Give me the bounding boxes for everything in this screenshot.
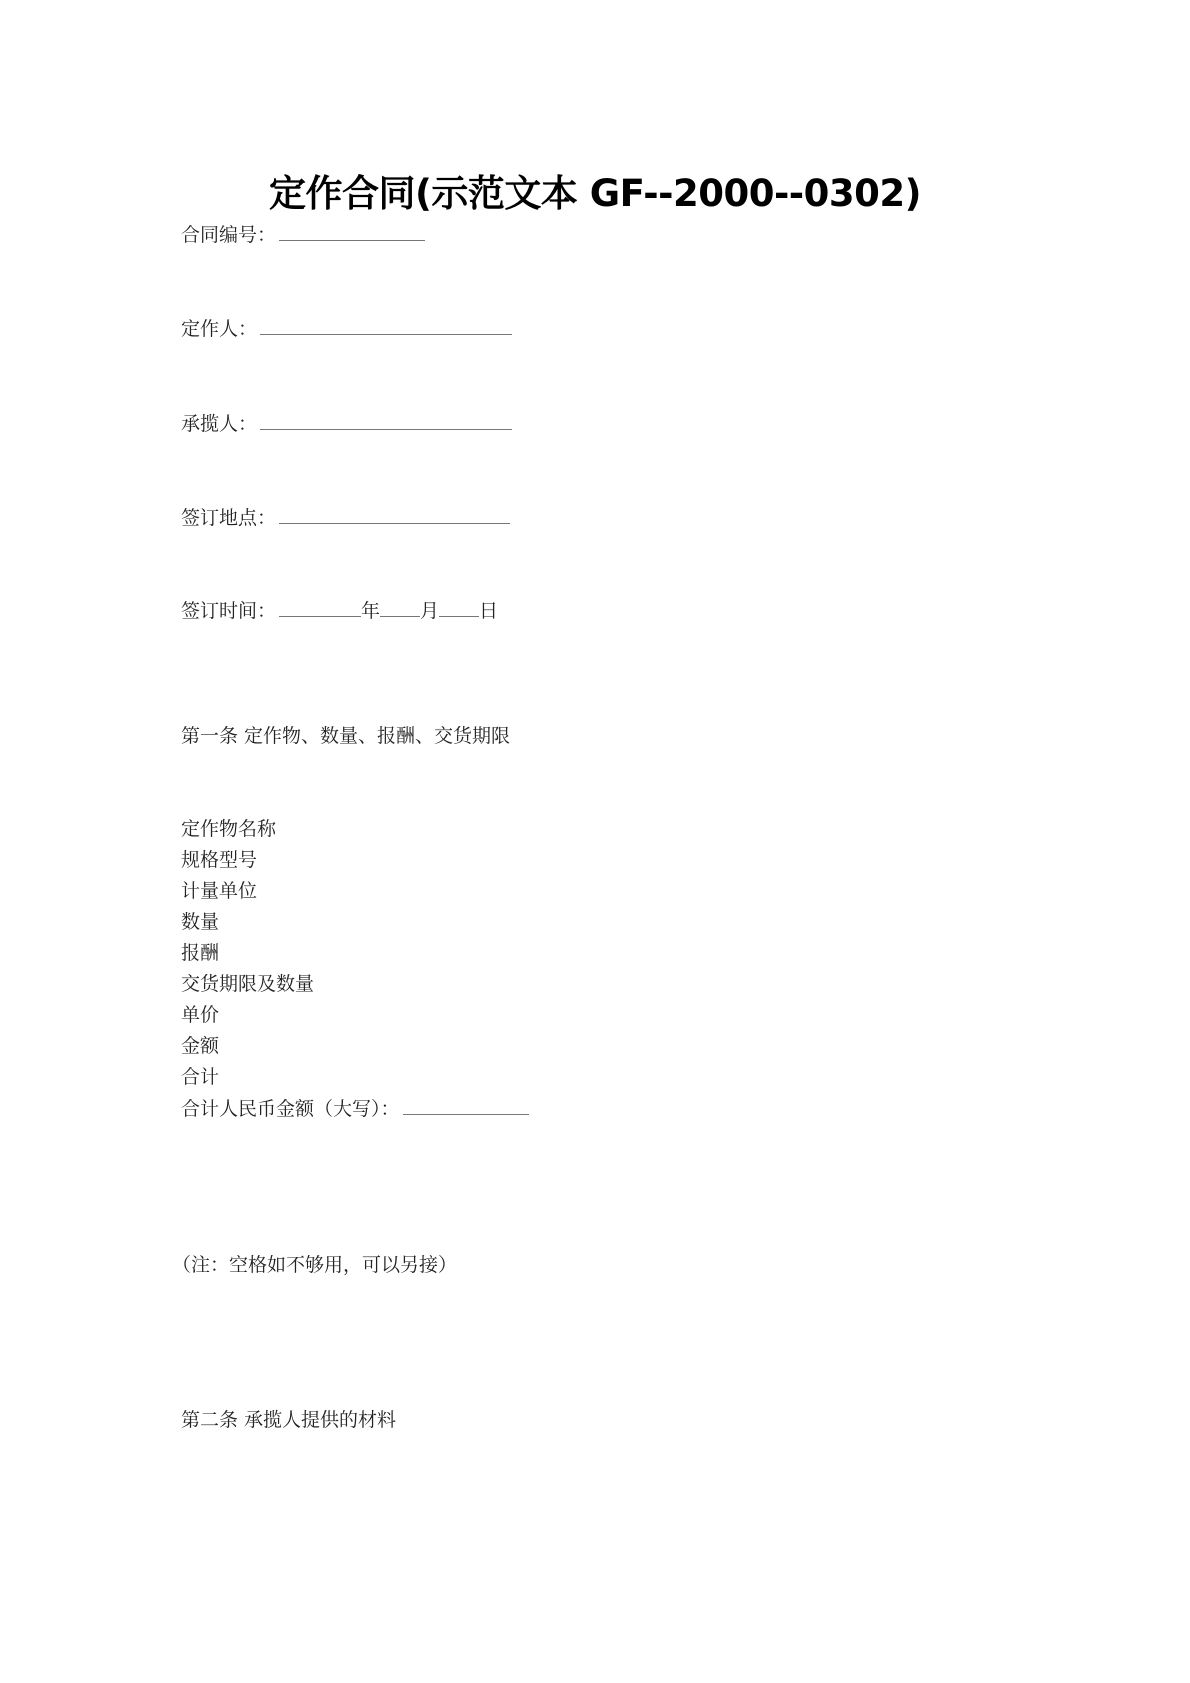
orderer-line xyxy=(181,316,512,341)
item-amount: 金额 xyxy=(181,1035,220,1057)
note-text: （注：空格如不够用，可以另接） xyxy=(172,1254,458,1276)
item-remuneration: 报酬 xyxy=(181,942,220,964)
contract-number-label: 合同编号： xyxy=(181,224,277,246)
item-quantity: 数量 xyxy=(181,911,220,933)
item-spec: 规格型号 xyxy=(181,849,258,871)
contract-number-line xyxy=(181,222,425,247)
orderer-blank[interactable] xyxy=(260,316,512,335)
year-label: 年 xyxy=(361,600,381,622)
day-label: 日 xyxy=(479,600,499,622)
total-rmb-blank[interactable] xyxy=(403,1096,529,1115)
item-unit-price: 单价 xyxy=(181,1004,220,1026)
contractor-label: 承揽人： xyxy=(181,413,258,435)
month-label: 月 xyxy=(420,600,440,622)
sign-time-line xyxy=(181,598,498,623)
document-title: 定作合同(示范文本 GF--2000--0302) xyxy=(268,172,922,215)
sign-day-blank[interactable] xyxy=(439,598,479,617)
item-name: 定作物名称 xyxy=(181,818,277,840)
item-unit: 计量单位 xyxy=(181,880,258,902)
sign-time-label: 签订时间： xyxy=(181,600,277,622)
total-rmb-line xyxy=(181,1096,529,1121)
contractor-blank[interactable] xyxy=(260,411,512,430)
sign-month-blank[interactable] xyxy=(380,598,420,617)
item-total: 合计 xyxy=(181,1066,220,1088)
sign-place-blank[interactable] xyxy=(279,505,510,524)
article-1-heading: 第一条 定作物、数量、报酬、交货期限 xyxy=(181,725,511,747)
article-2-heading: 第二条 承揽人提供的材料 xyxy=(181,1409,397,1431)
sign-place-label: 签订地点： xyxy=(181,507,277,529)
orderer-label: 定作人： xyxy=(181,318,258,340)
item-delivery: 交货期限及数量 xyxy=(181,973,315,995)
sign-place-line xyxy=(181,505,510,530)
sign-year-blank[interactable] xyxy=(279,598,361,617)
contractor-line xyxy=(181,411,512,436)
total-rmb-label: 合计人民币金额（大写）： xyxy=(181,1098,400,1120)
contract-number-blank[interactable] xyxy=(279,222,425,241)
